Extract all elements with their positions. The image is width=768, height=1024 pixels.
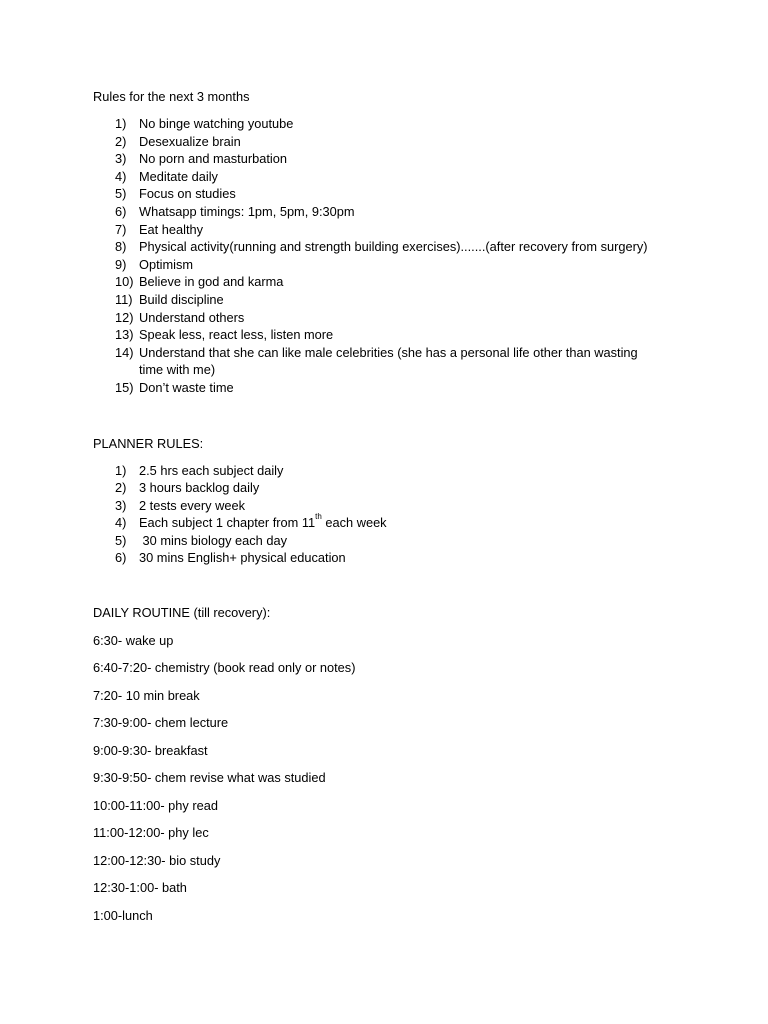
item-number: 11): [115, 291, 133, 307]
list-item: [93, 238, 693, 256]
item-text: Understand that she can like male celebrities (she has a personal life other than wasting time with me): [139, 344, 638, 378]
list-item: [93, 115, 693, 133]
routine-entry: 6:40-7:20- chemistry (book read only or notes): [93, 660, 356, 676]
planner-title: PLANNER RULES:: [93, 435, 204, 451]
document-page: [93, 88, 693, 934]
item-number: 13): [115, 327, 134, 343]
routine-entry: 9:30-9:50- chem revise what was studied: [93, 770, 326, 786]
routine-entry: 6:30- wake up: [93, 632, 174, 648]
item-text: Meditate daily: [139, 168, 218, 184]
routine-entry: 11:00-12:00- phy lec: [93, 825, 209, 841]
rules-list: [93, 115, 693, 397]
routine-title: DAILY ROUTINE (till recovery):: [93, 605, 271, 621]
item-text: Don’t waste time: [139, 379, 234, 395]
item-number: 6): [115, 550, 127, 566]
item-text: Optimism: [139, 256, 194, 272]
list-item: [93, 326, 693, 344]
item-text: Whatsapp timings: 1pm, 5pm, 9:30pm: [139, 203, 355, 219]
list-item: [93, 379, 693, 397]
routine-entry: 9:00-9:30- breakfast: [93, 742, 208, 758]
item-text: Desexualize brain: [139, 133, 241, 149]
item-number: 4): [115, 168, 127, 184]
routine-entry: 12:30-1:00- bath: [93, 880, 187, 896]
list-item: [93, 309, 693, 327]
item-number: 14): [115, 344, 134, 360]
item-number: 3): [115, 497, 127, 513]
list-item: [93, 497, 693, 515]
item-number: 2): [115, 133, 127, 149]
routine-entry: 12:00-12:30- bio study: [93, 852, 221, 868]
section-spacer: [93, 567, 693, 604]
item-text: 30 mins English+ physical education: [139, 550, 346, 566]
item-number: 10): [115, 274, 134, 290]
list-item: [93, 203, 693, 221]
item-number: 8): [115, 239, 127, 255]
item-text: 30 mins biology each day: [139, 532, 287, 548]
list-item: [93, 221, 693, 239]
item-text: Build discipline: [139, 291, 224, 307]
item-number: 2): [115, 480, 127, 496]
item-text: No binge watching youtube: [139, 116, 294, 131]
item-number: 5): [115, 186, 127, 202]
list-item: [93, 256, 693, 274]
ordinal-superscript: th: [315, 512, 322, 522]
item-number: 5): [115, 532, 127, 548]
item-text: Focus on studies: [139, 186, 236, 202]
routine-entry: 10:00-11:00- phy read: [93, 797, 218, 813]
routine-entry: 7:30-9:00- chem lecture: [93, 715, 229, 731]
item-number: 1): [115, 462, 127, 478]
item-text: [139, 514, 693, 532]
item-text-part: Each subject 1 chapter from 11: [139, 515, 316, 531]
item-number: 12): [115, 309, 134, 325]
list-item: [93, 168, 693, 186]
list-item: [93, 344, 693, 379]
item-number: 15): [115, 379, 134, 395]
item-number: 4): [115, 515, 127, 531]
planner-list: [93, 462, 693, 568]
list-item: [93, 291, 693, 309]
item-number: 9): [115, 256, 127, 272]
routine-entry: 1:00-lunch: [93, 907, 153, 923]
item-text: Believe in god and karma: [139, 274, 284, 290]
list-item: [93, 273, 693, 291]
list-item: [93, 133, 693, 151]
item-text: 2 tests every week: [139, 497, 245, 513]
item-text-part: each week: [321, 515, 387, 531]
item-number: 7): [115, 221, 127, 237]
list-item: [93, 532, 693, 550]
section-spacer: [93, 397, 693, 435]
item-text: Physical activity(running and strength building exercises).......(after recovery from surgery): [139, 239, 648, 255]
item-text: 3 hours backlog daily: [139, 480, 260, 496]
item-text: Speak less, react less, listen more: [139, 327, 334, 343]
item-text: Understand others: [139, 309, 245, 325]
list-item: [93, 150, 693, 168]
item-text: 2.5 hrs each subject daily: [139, 462, 284, 478]
routine-entry: 7:20- 10 min break: [93, 687, 200, 703]
list-item: [93, 549, 693, 567]
list-item: [93, 479, 693, 497]
item-text: No porn and masturbation: [139, 151, 287, 167]
list-item: [93, 185, 693, 203]
item-text: Eat healthy: [139, 221, 204, 237]
list-item: [93, 462, 693, 480]
item-number: 1): [115, 116, 127, 131]
rules-title: Rules for the next 3 months: [93, 89, 250, 104]
item-number: 3): [115, 151, 127, 167]
item-number: 6): [115, 203, 127, 219]
list-item: [93, 514, 693, 532]
